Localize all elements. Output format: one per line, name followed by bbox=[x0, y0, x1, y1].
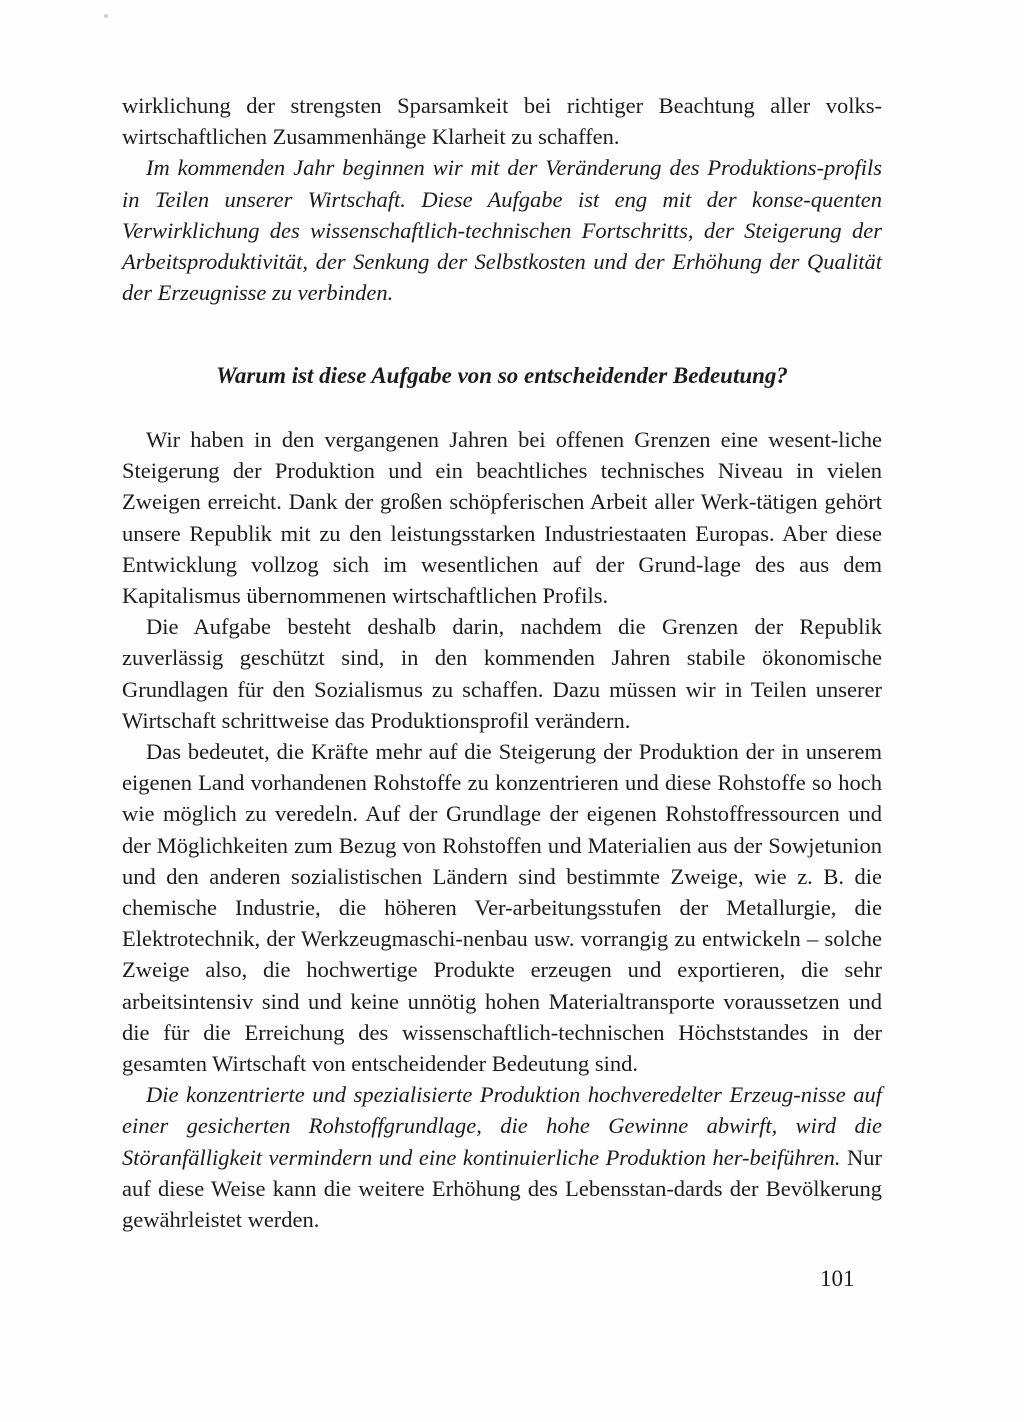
paragraph: Wir haben in den vergangenen Jahren bei offenen Grenzen eine wesent-liche Steigerung der Produktion und ein beachtliches technisches Niveau in vielen Zweigen erreicht. Dank der großen schöpferischen Arbeit aller Werk-tätigen gehört unsere Republik mit zu den leistungsstarken Industriestaaten Europas. Aber diese Entwicklung vollzog sich im wesentlichen auf der Grund-lage des aus dem Kapitalismus übernommenen wirtschaftlichen Profils. bbox=[122, 427, 882, 609]
closing-roman-text: Nur auf diese Weise kann die weitere Erhöhung des Lebensstan-dards der Bevölkerung gewährleistet werden. bbox=[122, 1144, 882, 1233]
main-text-block bbox=[122, 424, 882, 1235]
paragraph-italic-intro: Im kommenden Jahr beginnen wir mit der Veränderung des Produktions-profils in Teilen unserer Wirtschaft. Diese Aufgabe ist eng mit der konse-quenten Verwirklichung des wissenschaftlich-technischen Fortschritts, der Steigerung der Arbeitsproduktivität, der Senkung der Selbstkosten und der Erhöhung der Qualität der Erzeugnisse zu verbinden. bbox=[122, 155, 882, 306]
paragraph: Das bedeutet, die Kräfte mehr auf die Steigerung der Produktion der in unserem eigenen Land vorhandenen Rohstoffe zu konzentrieren und diese Rohstoffe so hoch wie möglich zu veredeln. Auf der Grundlage der eigenen Rohstoffressourcen und der Möglichkeiten zum Bezug von Rohstoffen und Materialien aus der Sowjetunion und den anderen sozialistischen Ländern sind bestimmte Zweige, wie z. B. die chemische Industrie, die höheren Ver-arbeitungsstufen der Metallurgie, die Elektrotechnik, der Werkzeugmaschi-nenbau usw. vorrangig zu entwickeln – solche Zweige also, die hochwertige Produkte erzeugen und exportieren, die sehr arbeitsintensiv sind und keine unnötig hohen Materialtransporte voraussetzen und die für die Erreichung des wissenschaftlich-technischen Höchststandes in der gesamten Wirtschaft von entscheidender Bedeutung sind. bbox=[122, 739, 882, 1077]
top-text-block bbox=[122, 90, 882, 308]
section-heading: Warum ist diese Aufgabe von so entscheidender Bedeutung? bbox=[216, 363, 788, 388]
paragraph: Die Aufgabe besteht deshalb darin, nachdem die Grenzen der Republik zuverlässig geschützt sind, in den kommenden Jahren stabile ökonomische Grundlagen für den Sozialismus zu schaffen. Dazu müssen wir in Teilen unserer Wirtschaft schrittweise das Produktionsprofil verändern. bbox=[122, 614, 882, 733]
page-number: 101 bbox=[820, 1266, 855, 1291]
paragraph-closing bbox=[122, 1079, 882, 1235]
scan-speck bbox=[104, 14, 108, 18]
paragraph-continuation: wirklichung der strengsten Sparsamkeit bei richtiger Beachtung aller volks-wirtschaftlichen Zusammenhänge Klarheit zu schaffen. bbox=[122, 93, 882, 150]
closing-italic-text: Die konzentrierte und spezialisierte Produktion hochveredelter Erzeug-nisse auf einer gesicherten Rohstoffgrundlage, die hohe Gewinne abwirft, wird die Störanfälligkeit vermindern und eine kontinuierliche Produktion her-beiführen. bbox=[122, 1082, 882, 1170]
